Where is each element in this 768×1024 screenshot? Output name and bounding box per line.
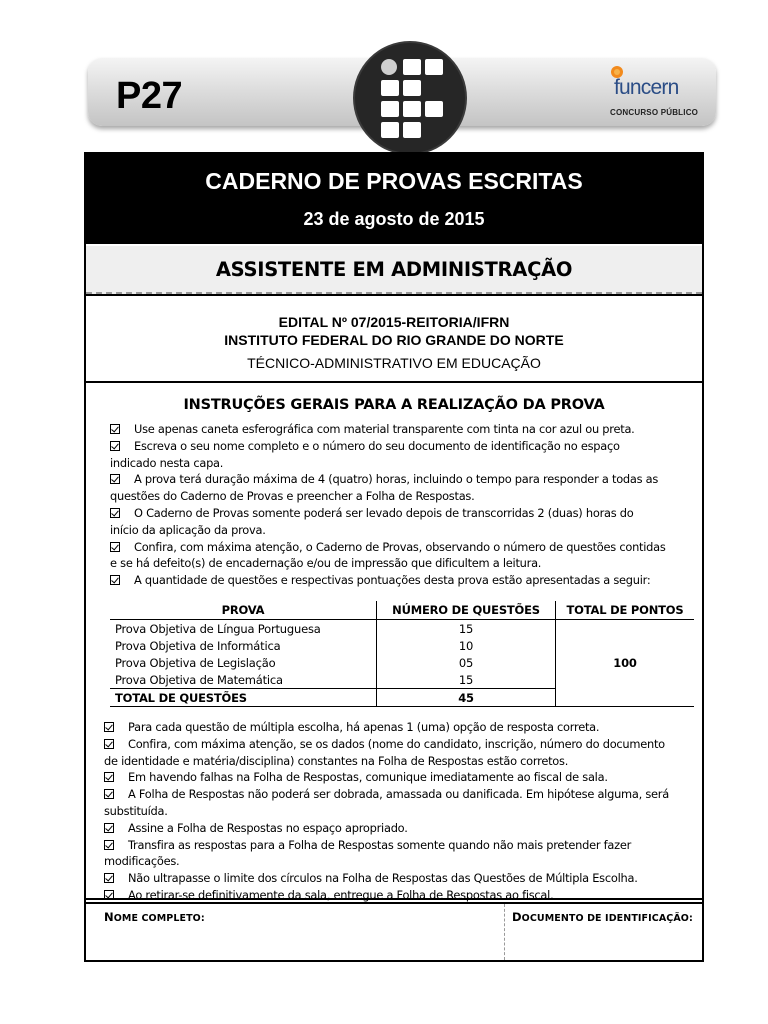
document-field-label: DOCUMENTO DE IDENTIFICAÇÃO: [512, 910, 693, 924]
instruction-text: Transfira as respostas para a Folha de Respostas somente quando não mais pretender fazer [128, 837, 632, 852]
exam-name: Prova Objetiva de Matemática [110, 671, 377, 689]
name-field-label: NOME COMPLETO: [104, 910, 205, 924]
checkbox-icon [110, 542, 120, 552]
exam-name: Prova Objetiva de Língua Portuguesa [110, 620, 377, 638]
table-header-row [110, 601, 694, 620]
exam-questions: 15 [377, 620, 556, 638]
booklet-title: CADERNO DE PROVAS ESCRITAS [205, 168, 583, 194]
checkbox-icon [110, 441, 120, 451]
exam-date: 23 de agosto de 2015 [303, 209, 485, 229]
instruction-line [104, 870, 698, 887]
institute-name: INSTITUTO FEDERAL DO RIO GRANDE DO NORTE [224, 332, 564, 348]
table-header-prova: PROVA [110, 601, 377, 620]
instruction-line [104, 853, 698, 870]
instruction-text: O Caderno de Provas somente poderá ser levado depois de transcorridas 2 (duas) horas do [134, 505, 634, 520]
exam-table [110, 601, 694, 707]
instruction-line [110, 572, 696, 589]
instruction-line [104, 736, 698, 753]
checkbox-icon [104, 823, 114, 833]
exam-questions: 05 [377, 654, 556, 671]
checkbox-icon [104, 739, 114, 749]
exam-name: Prova Objetiva de Legislação [110, 654, 377, 671]
instruction-text: Assine a Folha de Respostas no espaço apropriado. [128, 820, 408, 835]
instruction-line [110, 471, 696, 488]
instruction-text: Confira, com máxima atenção, o Caderno de Provas, observando o número de questões contidas [134, 539, 666, 554]
divider [84, 294, 704, 296]
total-label: TOTAL DE QUESTÕES [110, 689, 377, 707]
divider [84, 381, 704, 383]
instruction-line [110, 455, 696, 472]
instruction-text: questões do Caderno de Provas e preencher a Folha de Respostas. [110, 489, 475, 504]
exam-name: Prova Objetiva de Informática [110, 637, 377, 654]
instruction-text: Escreva o seu nome completo e o número do seu documento de identificação no espaço [134, 438, 620, 453]
instruction-text: e se há defeito(s) de encadernação e/ou de impressão que dificultem a leitura. [110, 556, 542, 571]
checkbox-icon [110, 474, 120, 484]
instruction-text: A quantidade de questões e respectivas pontuações desta prova estão apresentadas a seguir: [134, 573, 651, 588]
instruction-text: Em havendo falhas na Folha de Respostas, comunique imediatamente ao fiscal de sala. [128, 770, 608, 785]
title-block [84, 152, 704, 244]
instruction-line [110, 438, 696, 455]
instruction-text: Use apenas caneta esferográfica com material transparente com tinta na cor azul ou preta. [134, 422, 635, 436]
instruction-line [104, 753, 698, 770]
instructions-list-continued [104, 719, 698, 904]
instruction-text: A prova terá duração máxima de 4 (quatro) horas, incluindo o tempo para responder a todas as [134, 472, 659, 487]
instruction-text: A Folha de Respostas não poderá ser dobrada, amassada ou danificada. Em hipótese alguma, será [128, 787, 669, 802]
instruction-text: modificações. [104, 854, 180, 869]
edital-number: EDITAL Nº 07/2015-REITORIA/IFRN [278, 314, 510, 330]
ifrn-logo-icon [352, 40, 468, 156]
instruction-line [110, 505, 696, 522]
instruction-text: início da aplicação da prova. [110, 522, 266, 537]
checkbox-icon [110, 424, 120, 434]
instruction-line [104, 719, 698, 736]
exam-questions: 10 [377, 637, 556, 654]
table-header-points: TOTAL DE PONTOS [556, 601, 695, 620]
funcern-name: funcern [614, 76, 679, 99]
position-title: ASSISTENTE EM ADMINISTRAÇÃO [215, 258, 573, 281]
instruction-text: Não ultrapasse o limite dos círculos na Folha de Respostas das Questões de Múltipla Escolha. [128, 871, 638, 886]
table-header-questions: NÚMERO DE QUESTÕES [377, 601, 556, 620]
field-divider [504, 904, 505, 960]
instruction-text: de identidade e matéria/disciplina) constantes na Folha de Respostas estão corretos. [104, 753, 569, 768]
job-category: TÉCNICO-ADMINISTRATIVO EM EDUCAÇÃO [247, 355, 541, 371]
exam-questions: 15 [377, 671, 556, 689]
total-questions: 45 [377, 689, 556, 707]
instruction-text: indicado nesta capa. [110, 455, 224, 470]
instruction-line [104, 803, 698, 820]
instruction-line [104, 837, 698, 854]
funcern-subtitle: CONCURSO PÚBLICO [610, 108, 699, 117]
instruction-line [104, 786, 698, 803]
checkbox-icon [104, 722, 114, 732]
instructions-heading: INSTRUÇÕES GERAIS PARA A REALIZAÇÃO DA PROVA [183, 397, 605, 413]
instruction-line [110, 421, 696, 438]
checkbox-icon [104, 873, 114, 883]
instruction-line [104, 769, 698, 786]
instructions-list [110, 421, 696, 589]
instruction-line [110, 488, 696, 505]
total-points: 100 [556, 620, 695, 707]
checkbox-icon [104, 840, 114, 850]
instruction-line [110, 539, 696, 556]
divider [84, 902, 704, 904]
divider [84, 898, 704, 900]
checkbox-icon [110, 508, 120, 518]
instruction-line [110, 522, 696, 539]
table-row [110, 620, 694, 638]
instruction-text: Ao retirar-se definitivamente da sala, entregue a Folha de Respostas ao fiscal. [128, 887, 554, 902]
instruction-line [104, 820, 698, 837]
instruction-text: Confira, com máxima atenção, se os dados (nome do candidato, inscrição, número do documento [128, 736, 665, 751]
checkbox-icon [104, 789, 114, 799]
instruction-text: substituída. [104, 803, 168, 818]
checkbox-icon [110, 575, 120, 585]
checkbox-icon [104, 772, 114, 782]
instruction-text: Para cada questão de múltipla escolha, há apenas 1 (uma) opção de resposta correta. [128, 720, 600, 734]
instruction-line [110, 555, 696, 572]
booklet-code: P27 [116, 75, 183, 117]
